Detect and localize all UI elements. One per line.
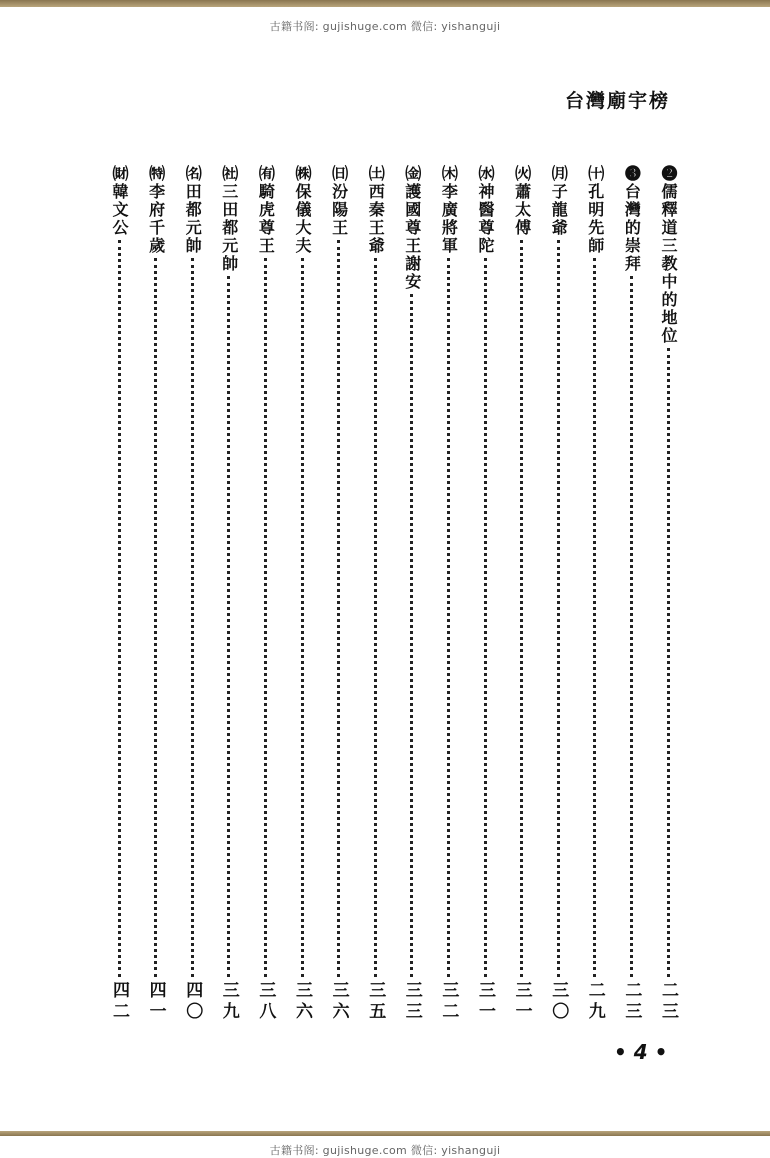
toc-entry: [398, 165, 426, 1023]
toc-entry: [288, 165, 316, 1023]
toc-page-number: 三三: [401, 981, 422, 1023]
toc-leader-dots: [154, 258, 157, 977]
toc-leader-dots: [374, 258, 377, 977]
toc-entry-title: ㈲騎虎尊王: [256, 165, 276, 255]
toc-leader-dots: [630, 276, 633, 977]
toc-entry-title: ㈴田都元帥: [183, 165, 203, 255]
toc-entry-title: ㈪子龍爺: [549, 165, 569, 237]
toc-entry-title: ㈵李府千歲: [146, 165, 166, 255]
toc-entry-title: ㈮護國尊王謝安: [402, 165, 422, 291]
toc-entry-title: ㈳三田都元帥: [219, 165, 239, 273]
toc-leader-dots: [264, 258, 267, 977]
toc-entry: [178, 165, 206, 1023]
bottom-border-bar: [0, 1131, 770, 1136]
toc-entry: [325, 165, 353, 1023]
toc-leader-dots: [337, 240, 340, 977]
toc-page-number: 三一: [475, 981, 495, 1023]
toc-page-number: 三六: [328, 981, 349, 1023]
toc-page-number: 二三: [621, 981, 642, 1023]
toc-page-number: 三六: [292, 981, 312, 1023]
toc-entry: [544, 165, 572, 1023]
toc-entry: [617, 165, 645, 1023]
toc-page-number: 四〇: [182, 981, 203, 1023]
toc-entry: [434, 165, 462, 1023]
toc-leader-dots: [301, 258, 304, 977]
toc-entry: [361, 165, 389, 1023]
toc-entry-title: ㈱保儀大夫: [293, 165, 312, 255]
toc-entry: [105, 165, 133, 1023]
toc-entry-title: ㈰汾陽王: [329, 165, 349, 237]
toc-page-number: 二三: [658, 981, 678, 1023]
toc-page-number: 三八: [255, 981, 276, 1023]
toc-leader-dots: [118, 240, 121, 977]
toc-page-number: 三〇: [548, 981, 569, 1023]
page-folio: • 4 •: [614, 1040, 668, 1064]
toc-entry-title: ❸台灣的崇拜: [622, 165, 642, 273]
toc-entry: [508, 165, 536, 1023]
toc-page-number: 三九: [218, 981, 239, 1023]
toc-entry: [654, 165, 682, 1023]
toc-leader-dots: [593, 258, 596, 977]
toc-leader-dots: [447, 258, 450, 977]
toc-entry-title: ㈬神醫尊陀: [476, 165, 495, 255]
toc-leader-dots: [557, 240, 560, 977]
toc-entry-title: ㈫蕭太傅: [512, 165, 532, 237]
toc-entry-title: ㈩孔明先師: [585, 165, 605, 255]
toc-entry: [471, 165, 499, 1023]
toc-page-number: 三二: [438, 981, 459, 1023]
toc-page-number: 三五: [365, 981, 386, 1023]
toc-page-number: 三一: [511, 981, 532, 1023]
toc-leader-dots: [191, 258, 194, 977]
toc-leader-dots: [484, 258, 487, 977]
toc-leader-dots: [410, 294, 413, 977]
toc-entry-title: ㈶韓文公: [110, 165, 129, 237]
toc-entry-title: ㈯西秦王爺: [366, 165, 386, 255]
watermark-top: 古籍书阁: gujishuge.com 微信: yishanguji: [269, 20, 501, 33]
toc-leader-dots: [227, 276, 230, 977]
toc-entry: [215, 165, 243, 1023]
toc-page-number: 二九: [584, 981, 605, 1023]
toc-page-number: 四二: [109, 981, 129, 1023]
toc-leader-dots: [520, 240, 523, 977]
toc-entry: [142, 165, 170, 1023]
running-title: 台灣廟宇榜: [564, 90, 670, 112]
toc-entry-title: ㈭李廣將軍: [439, 165, 459, 255]
toc-page-number: 四一: [145, 981, 166, 1023]
toc-entry: [581, 165, 609, 1023]
toc-entry: [251, 165, 279, 1023]
toc-entry-title: ❷儒釋道三教中的地位: [659, 165, 678, 345]
watermark-bottom: 古籍书阁: gujishuge.com 微信: yishanguji: [269, 1144, 501, 1157]
toc-leader-dots: [667, 348, 670, 977]
